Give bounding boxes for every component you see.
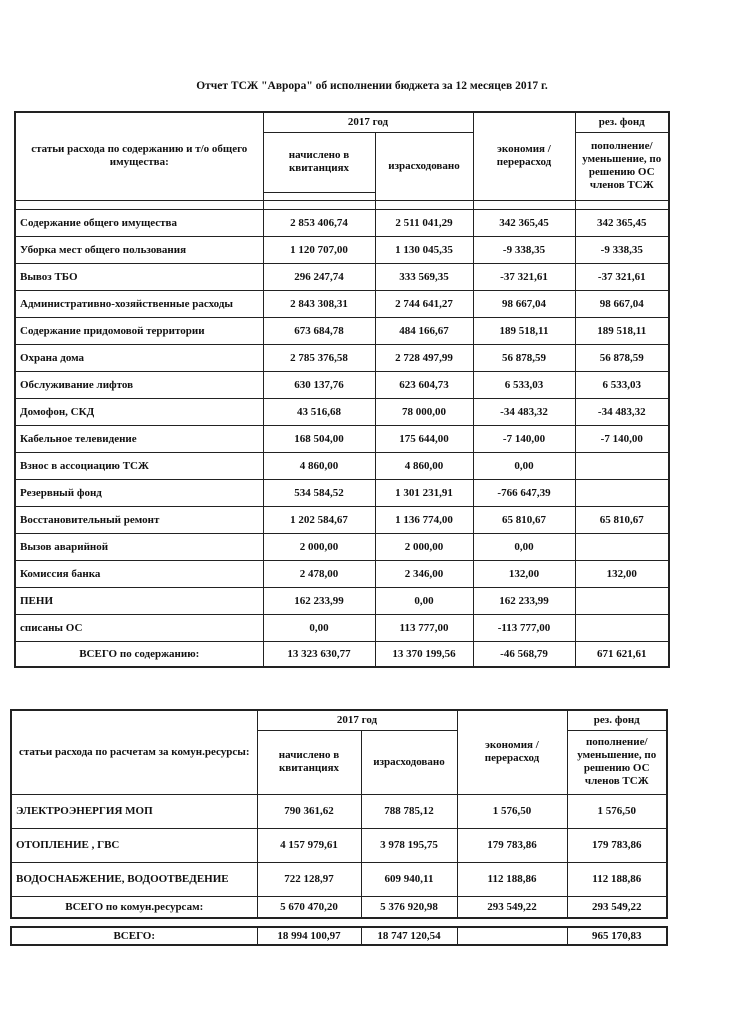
row-accrued: 0,00 xyxy=(263,614,375,641)
row-spent: 1 301 231,91 xyxy=(375,479,473,506)
row-reserve: -9 338,35 xyxy=(575,236,669,263)
row-economy: -766 647,39 xyxy=(473,479,575,506)
row-reserve: 6 533,03 xyxy=(575,371,669,398)
row-reserve: 179 783,86 xyxy=(567,828,667,862)
row-accrued: 630 137,76 xyxy=(263,371,375,398)
total-spent: 13 370 199,56 xyxy=(375,641,473,667)
row-name: Комиссия банка xyxy=(15,560,263,587)
row-name: Уборка мест общего пользования xyxy=(15,236,263,263)
row-reserve: 98 667,04 xyxy=(575,290,669,317)
row-spent: 2 744 641,27 xyxy=(375,290,473,317)
header-reserve: пополнение/ уменьшение, по решению ОС членов ТСЖ xyxy=(575,132,669,200)
header-accrued: начислено в квитанциях xyxy=(263,132,375,192)
row-spent: 2 346,00 xyxy=(375,560,473,587)
row-accrued: 790 361,62 xyxy=(257,794,361,828)
row-accrued: 1 120 707,00 xyxy=(263,236,375,263)
row-reserve xyxy=(575,533,669,560)
header-reserve-top: рез. фонд xyxy=(567,710,667,730)
row-economy: 179 783,86 xyxy=(457,828,567,862)
row-spent: 484 166,67 xyxy=(375,317,473,344)
row-spent: 2 000,00 xyxy=(375,533,473,560)
maintenance-budget-table xyxy=(14,111,670,668)
table-row xyxy=(15,506,669,533)
grand-total-accrued: 18 994 100,97 xyxy=(257,927,361,945)
row-economy: 1 576,50 xyxy=(457,794,567,828)
table-row xyxy=(15,344,669,371)
row-spent: 2 728 497,99 xyxy=(375,344,473,371)
row-spent: 609 940,11 xyxy=(361,862,457,896)
row-reserve: 56 878,59 xyxy=(575,344,669,371)
row-economy: 342 365,45 xyxy=(473,209,575,236)
total-economy: -46 568,79 xyxy=(473,641,575,667)
row-spent: 4 860,00 xyxy=(375,452,473,479)
row-name: Кабельное телевидение xyxy=(15,425,263,452)
row-economy: 0,00 xyxy=(473,452,575,479)
grand-total-table xyxy=(10,926,668,946)
row-name: Обслуживание лифтов xyxy=(15,371,263,398)
total-accrued: 5 670 470,20 xyxy=(257,896,361,918)
row-economy: 189 518,11 xyxy=(473,317,575,344)
row-accrued: 673 684,78 xyxy=(263,317,375,344)
row-economy: -113 777,00 xyxy=(473,614,575,641)
table-row xyxy=(15,560,669,587)
row-reserve xyxy=(575,479,669,506)
row-accrued: 2 843 308,31 xyxy=(263,290,375,317)
total-spent: 5 376 920,98 xyxy=(361,896,457,918)
grand-total-spent: 18 747 120,54 xyxy=(361,927,457,945)
row-economy: 65 810,67 xyxy=(473,506,575,533)
total-label: ВСЕГО по комун.ресурсам: xyxy=(11,896,257,918)
row-reserve: 342 365,45 xyxy=(575,209,669,236)
header-economy: экономия / перерасход xyxy=(457,710,567,794)
table-row xyxy=(11,828,667,862)
header-article: статьи расхода по расчетам за комун.ресурсы: xyxy=(11,710,257,794)
row-reserve: 112 188,86 xyxy=(567,862,667,896)
total-economy: 293 549,22 xyxy=(457,896,567,918)
header-spacer xyxy=(263,192,375,200)
table-row xyxy=(15,452,669,479)
row-reserve: 132,00 xyxy=(575,560,669,587)
row-spent: 2 511 041,29 xyxy=(375,209,473,236)
row-name: Восстановительный ремонт xyxy=(15,506,263,533)
spacer-cell xyxy=(375,200,473,209)
row-spent: 113 777,00 xyxy=(375,614,473,641)
spacer-cell xyxy=(263,200,375,209)
row-reserve: -7 140,00 xyxy=(575,425,669,452)
row-spent: 333 569,35 xyxy=(375,263,473,290)
row-accrued: 1 202 584,67 xyxy=(263,506,375,533)
row-economy: -37 321,61 xyxy=(473,263,575,290)
table-row xyxy=(15,236,669,263)
grand-total-economy xyxy=(457,927,567,945)
header-accrued: начислено в квитанциях xyxy=(257,730,361,794)
table-row xyxy=(15,317,669,344)
row-spent: 1 136 774,00 xyxy=(375,506,473,533)
row-accrued: 2 785 376,58 xyxy=(263,344,375,371)
total-reserve: 293 549,22 xyxy=(567,896,667,918)
row-spent: 175 644,00 xyxy=(375,425,473,452)
header-reserve-top: рез. фонд xyxy=(575,112,669,132)
row-reserve xyxy=(575,452,669,479)
table-row xyxy=(15,290,669,317)
row-spent: 78 000,00 xyxy=(375,398,473,425)
page-title: Отчет ТСЖ "Аврора" об исполнении бюджета за 12 месяцев 2017 г. xyxy=(196,80,548,92)
table-row xyxy=(15,587,669,614)
row-accrued: 43 516,68 xyxy=(263,398,375,425)
row-name: Охрана дома xyxy=(15,344,263,371)
table-row xyxy=(15,263,669,290)
row-economy: 6 533,03 xyxy=(473,371,575,398)
row-accrued: 4 860,00 xyxy=(263,452,375,479)
row-name: ПЕНИ xyxy=(15,587,263,614)
row-accrued: 2 478,00 xyxy=(263,560,375,587)
table-row xyxy=(15,398,669,425)
row-reserve xyxy=(575,614,669,641)
row-accrued: 2 853 406,74 xyxy=(263,209,375,236)
row-spent: 623 604,73 xyxy=(375,371,473,398)
row-reserve: -34 483,32 xyxy=(575,398,669,425)
row-name: Взнос в ассоциацию ТСЖ xyxy=(15,452,263,479)
table-row xyxy=(15,479,669,506)
row-economy: 132,00 xyxy=(473,560,575,587)
row-reserve xyxy=(575,587,669,614)
row-reserve: 1 576,50 xyxy=(567,794,667,828)
row-accrued: 162 233,99 xyxy=(263,587,375,614)
utilities-budget-table xyxy=(10,709,668,919)
header-year: 2017 год xyxy=(257,710,457,730)
grand-total-reserve: 965 170,83 xyxy=(567,927,667,945)
row-name: Вывоз ТБО xyxy=(15,263,263,290)
row-accrued: 722 128,97 xyxy=(257,862,361,896)
header-economy: экономия / перерасход xyxy=(473,112,575,200)
table-row xyxy=(15,425,669,452)
row-accrued: 4 157 979,61 xyxy=(257,828,361,862)
total-label: ВСЕГО по содержанию: xyxy=(15,641,263,667)
row-accrued: 168 504,00 xyxy=(263,425,375,452)
row-name: ЭЛЕКТРОЭНЕРГИЯ МОП xyxy=(11,794,257,828)
header-spent: израсходовано xyxy=(375,132,473,200)
row-spent: 0,00 xyxy=(375,587,473,614)
row-name: Административно-хозяйственные расходы xyxy=(15,290,263,317)
row-economy: 98 667,04 xyxy=(473,290,575,317)
row-reserve: 189 518,11 xyxy=(575,317,669,344)
row-economy: -9 338,35 xyxy=(473,236,575,263)
row-name: списаны ОС xyxy=(15,614,263,641)
row-spent: 1 130 045,35 xyxy=(375,236,473,263)
spacer-cell xyxy=(473,200,575,209)
row-name: Вызов аварийной xyxy=(15,533,263,560)
row-spent: 788 785,12 xyxy=(361,794,457,828)
row-name: ВОДОСНАБЖЕНИЕ, ВОДООТВЕДЕНИЕ xyxy=(11,862,257,896)
total-reserve: 671 621,61 xyxy=(575,641,669,667)
row-economy: -34 483,32 xyxy=(473,398,575,425)
row-name: Резервный фонд xyxy=(15,479,263,506)
header-year: 2017 год xyxy=(263,112,473,132)
grand-total-label: ВСЕГО: xyxy=(11,927,257,945)
row-spent: 3 978 195,75 xyxy=(361,828,457,862)
header-article: статьи расхода по содержанию и т/о общего имущества: xyxy=(15,112,263,200)
header-spent: израсходовано xyxy=(361,730,457,794)
spacer-cell xyxy=(15,200,263,209)
row-reserve: -37 321,61 xyxy=(575,263,669,290)
row-name: Содержание придомовой территории xyxy=(15,317,263,344)
table-row xyxy=(11,862,667,896)
row-name: ОТОПЛЕНИЕ , ГВС xyxy=(11,828,257,862)
row-economy: 162 233,99 xyxy=(473,587,575,614)
row-economy: -7 140,00 xyxy=(473,425,575,452)
total-accrued: 13 323 630,77 xyxy=(263,641,375,667)
row-reserve: 65 810,67 xyxy=(575,506,669,533)
row-accrued: 534 584,52 xyxy=(263,479,375,506)
row-economy: 112 188,86 xyxy=(457,862,567,896)
table-row xyxy=(15,371,669,398)
table-row xyxy=(15,614,669,641)
table-row xyxy=(15,533,669,560)
header-reserve: пополнение/ уменьшение, по решению ОС членов ТСЖ xyxy=(567,730,667,794)
spacer-cell xyxy=(575,200,669,209)
row-economy: 0,00 xyxy=(473,533,575,560)
row-accrued: 296 247,74 xyxy=(263,263,375,290)
table-row xyxy=(15,209,669,236)
row-economy: 56 878,59 xyxy=(473,344,575,371)
row-name: Содержание общего имущества xyxy=(15,209,263,236)
table-row xyxy=(11,794,667,828)
row-name: Домофон, СКД xyxy=(15,398,263,425)
row-accrued: 2 000,00 xyxy=(263,533,375,560)
